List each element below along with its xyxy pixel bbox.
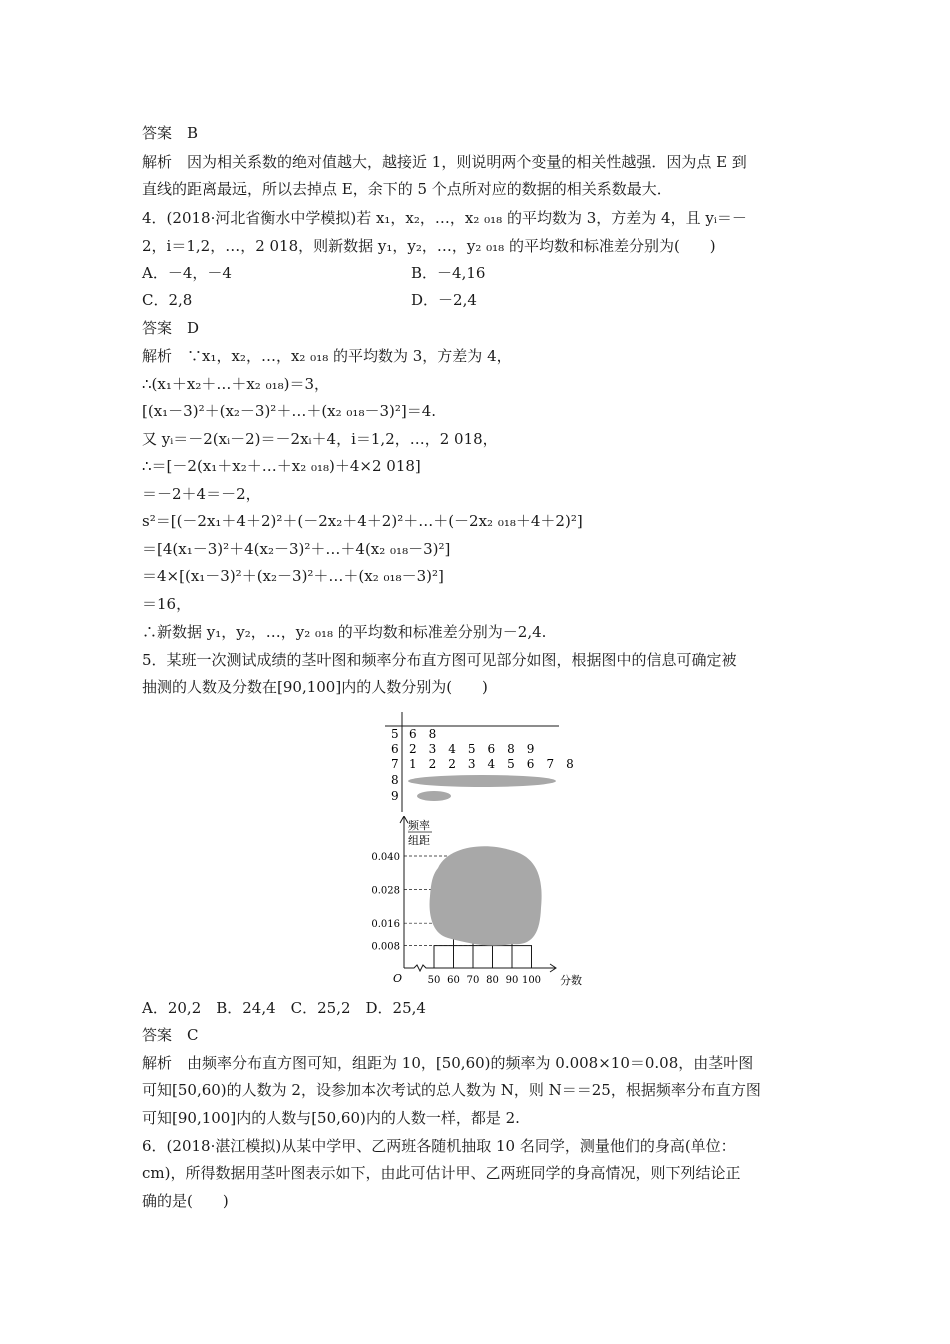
obscured-leaves-blot — [408, 775, 556, 787]
option-a: A．－4，－4 — [142, 264, 232, 282]
x-tick-label: 90 — [505, 975, 519, 986]
histogram-bar — [493, 946, 513, 968]
math-step: 又 yᵢ＝－2(xᵢ－2)＝－2xᵢ＋4，i＝1,2，…，2 018， — [142, 430, 498, 448]
stem-label: 6 — [391, 742, 399, 756]
leaves-row: 6 8 — [409, 727, 437, 741]
stem-label: 5 — [391, 727, 399, 741]
obscured-leaves-blot — [417, 791, 451, 801]
histogram-bar — [512, 946, 532, 968]
x-tick-label: 80 — [486, 975, 499, 986]
y-tick-label: 0.028 — [371, 885, 400, 897]
math-step: ＝16， — [142, 595, 192, 613]
question-6-text: 确的是( ) — [142, 1192, 229, 1210]
analysis-text: 直线的距离最远，所以去掉点 E，余下的 5 个点所对应的数据的相关系数最大． — [142, 180, 672, 198]
option-d: D．－2,4 — [411, 291, 477, 309]
stem-label: 7 — [391, 757, 399, 771]
question-5-text: 抽测的人数及分数在[90,100]内的人数分别为( ) — [142, 678, 488, 696]
stem-label: 9 — [391, 789, 399, 803]
question-6-text: 6．(2018·湛江模拟)从某中学甲、乙两班各随机抽取 10 名同学，测量他们的身高(单位： — [142, 1137, 736, 1155]
question-5-options: A．20,2 B．24,4 C．25,2 D．25,4 — [142, 999, 426, 1017]
y-tick-label: 0.016 — [371, 919, 400, 931]
y-axis-label-bottom: 组距 — [408, 834, 430, 847]
question-5-text: 5．某班一次测试成绩的茎叶图和频率分布直方图可见部分如图，根据图中的信息可确定被 — [142, 651, 737, 669]
x-tick-label: 100 — [521, 975, 542, 986]
x-tick-label: 60 — [447, 975, 460, 986]
option-c: C．2,8 — [142, 291, 193, 309]
analysis-text: 解析 由频率分布直方图可知，组距为 10，[50,60)的频率为 0.008×10＝0.08，由茎叶图 — [142, 1054, 754, 1072]
analysis-text: 解析 因为相关系数的绝对值越大，越接近 1，则说明两个变量的相关性越强．因为点 E 到 — [142, 153, 747, 171]
question-6-text: cm)，所得数据用茎叶图表示如下，由此可估计甲、乙两班同学的身高情况，则下列结论正 — [142, 1164, 741, 1182]
x-tick-label: 70 — [466, 975, 480, 986]
answer-label: 答案 C — [142, 1026, 199, 1044]
frequency-histogram — [360, 816, 590, 994]
histogram-bar — [473, 946, 493, 968]
math-step: s²＝[(－2x₁＋4＋2)²＋(－2x₂＋4＋2)²＋…＋(－2x₂ ₀₁₈＋4＋2)²] — [142, 512, 583, 530]
math-step: ∴(x₁＋x₂＋…＋x₂ ₀₁₈)＝3， — [142, 375, 330, 393]
y-axis-label-top: 频率 — [408, 819, 430, 832]
y-tick-label: 0.040 — [371, 852, 400, 863]
leaves-row: 2 3 4 5 6 8 9 — [409, 742, 535, 756]
histogram-bar — [434, 946, 454, 968]
histogram-bar — [454, 946, 474, 968]
math-step: ＝[4(x₁－3)²＋4(x₂－3)²＋…＋4(x₂ ₀₁₈－3)²] — [142, 540, 451, 558]
math-step: ∴新数据 y₁，y₂，…，y₂ ₀₁₈ 的平均数和标准差分别为－2,4. — [142, 623, 547, 641]
x-axis-label: 分数 — [560, 974, 582, 987]
stem-label: 8 — [391, 773, 399, 787]
leaves-row: 1 2 2 3 4 5 6 7 8 9 — [409, 757, 575, 771]
origin-label: O — [393, 972, 403, 985]
y-tick-label: 0.008 — [371, 941, 400, 953]
analysis-text: 可知[50,60)的人数为 2，设参加本次考试的总人数为 N，则 N＝＝25，根据频率分布直方图 — [142, 1081, 761, 1099]
question-4-text: 4．(2018·河北省衡水中学模拟)若 x₁，x₂，…，x₂ ₀₁₈ 的平均数为 3，方差为 4，且 yᵢ＝－ — [142, 209, 747, 227]
option-b: B．－4,16 — [411, 264, 486, 282]
x-tick-label: 50 — [427, 975, 441, 986]
answer-label: 答案 B — [142, 124, 199, 142]
math-step: ＝－2＋4＝－2， — [142, 485, 261, 503]
analysis-text: 解析 ∵x₁，x₂，…，x₂ ₀₁₈ 的平均数为 3，方差为 4， — [142, 347, 512, 365]
math-step: ＝4×[(x₁－3)²＋(x₂－3)²＋…＋(x₂ ₀₁₈－3)²] — [142, 567, 444, 585]
math-step: ∴＝[－2(x₁＋x₂＋…＋x₂ ₀₁₈)＋4×2 018] — [142, 457, 421, 475]
stem-leaf-plot — [385, 712, 575, 812]
analysis-text: 可知[90,100]内的人数与[50,60)内的人数一样，都是 2. — [142, 1109, 520, 1127]
question-4-text: 2，i＝1,2，…，2 018，则新数据 y₁，y₂，…，y₂ ₀₁₈ 的平均数和标准差分别为( ) — [142, 237, 716, 255]
math-step: [(x₁－3)²＋(x₂－3)²＋…＋(x₂ ₀₁₈－3)²]＝4. — [142, 402, 437, 420]
obscured-region-blot — [430, 846, 542, 945]
answer-label: 答案 D — [142, 319, 200, 337]
